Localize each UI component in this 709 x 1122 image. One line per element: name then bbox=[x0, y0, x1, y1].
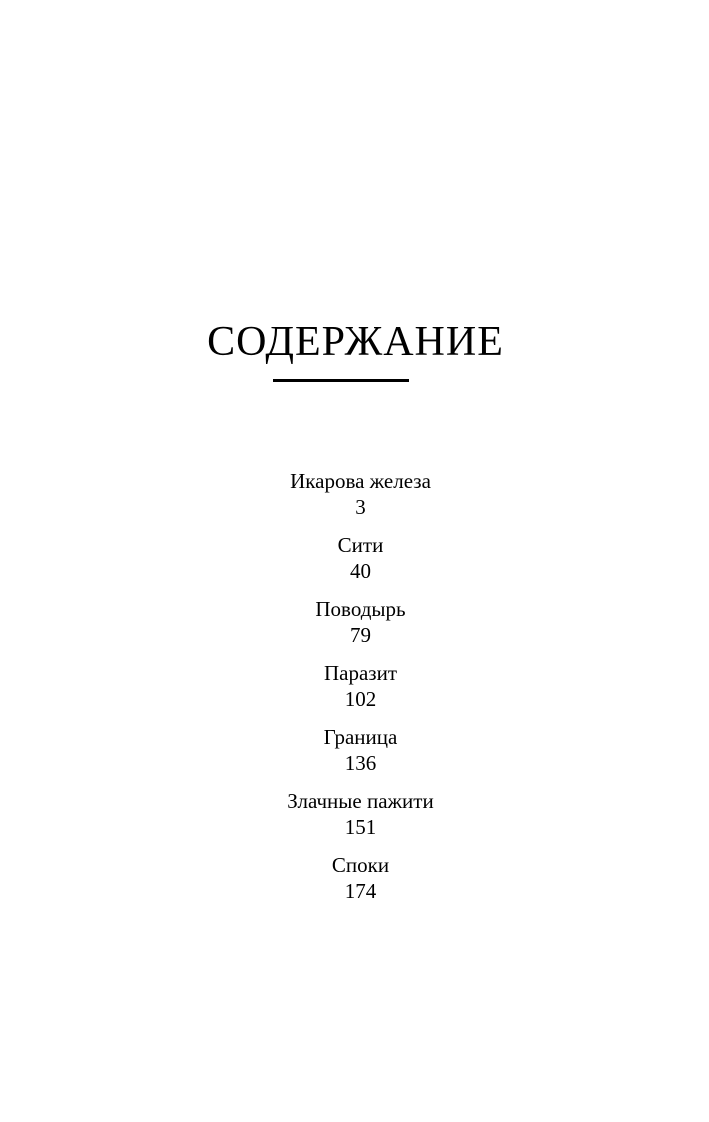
toc-entry[interactable] bbox=[0, 788, 709, 852]
toc-entry-page-number: 151 bbox=[344, 815, 377, 839]
toc-entry-title: Споки bbox=[331, 853, 390, 877]
title-underline bbox=[273, 379, 409, 382]
toc-entry[interactable] bbox=[0, 532, 709, 596]
toc-entry-page-number: 40 bbox=[350, 559, 371, 583]
toc-entry[interactable] bbox=[0, 852, 709, 916]
toc-entry[interactable] bbox=[0, 596, 709, 660]
table-of-contents bbox=[0, 468, 709, 916]
toc-entry-title: Сити bbox=[337, 533, 384, 557]
toc-entry-title: Злачные пажити bbox=[287, 789, 434, 813]
page-title: СОДЕРЖАНИЕ bbox=[207, 319, 504, 365]
toc-entry-title: Граница bbox=[323, 725, 398, 749]
toc-entry-title: Паразит bbox=[323, 661, 398, 685]
toc-entry-page-number: 174 bbox=[344, 879, 377, 903]
toc-entry-page-number: 136 bbox=[344, 751, 377, 775]
toc-entry[interactable] bbox=[0, 468, 709, 532]
toc-entry[interactable] bbox=[0, 660, 709, 724]
toc-entry-page-number: 102 bbox=[344, 687, 377, 711]
toc-entry-title: Икарова железа bbox=[290, 469, 431, 493]
toc-entry-page-number: 3 bbox=[355, 495, 366, 519]
toc-entry[interactable] bbox=[0, 724, 709, 788]
toc-entry-page-number: 79 bbox=[350, 623, 371, 647]
toc-entry-title: Поводырь bbox=[315, 597, 406, 621]
